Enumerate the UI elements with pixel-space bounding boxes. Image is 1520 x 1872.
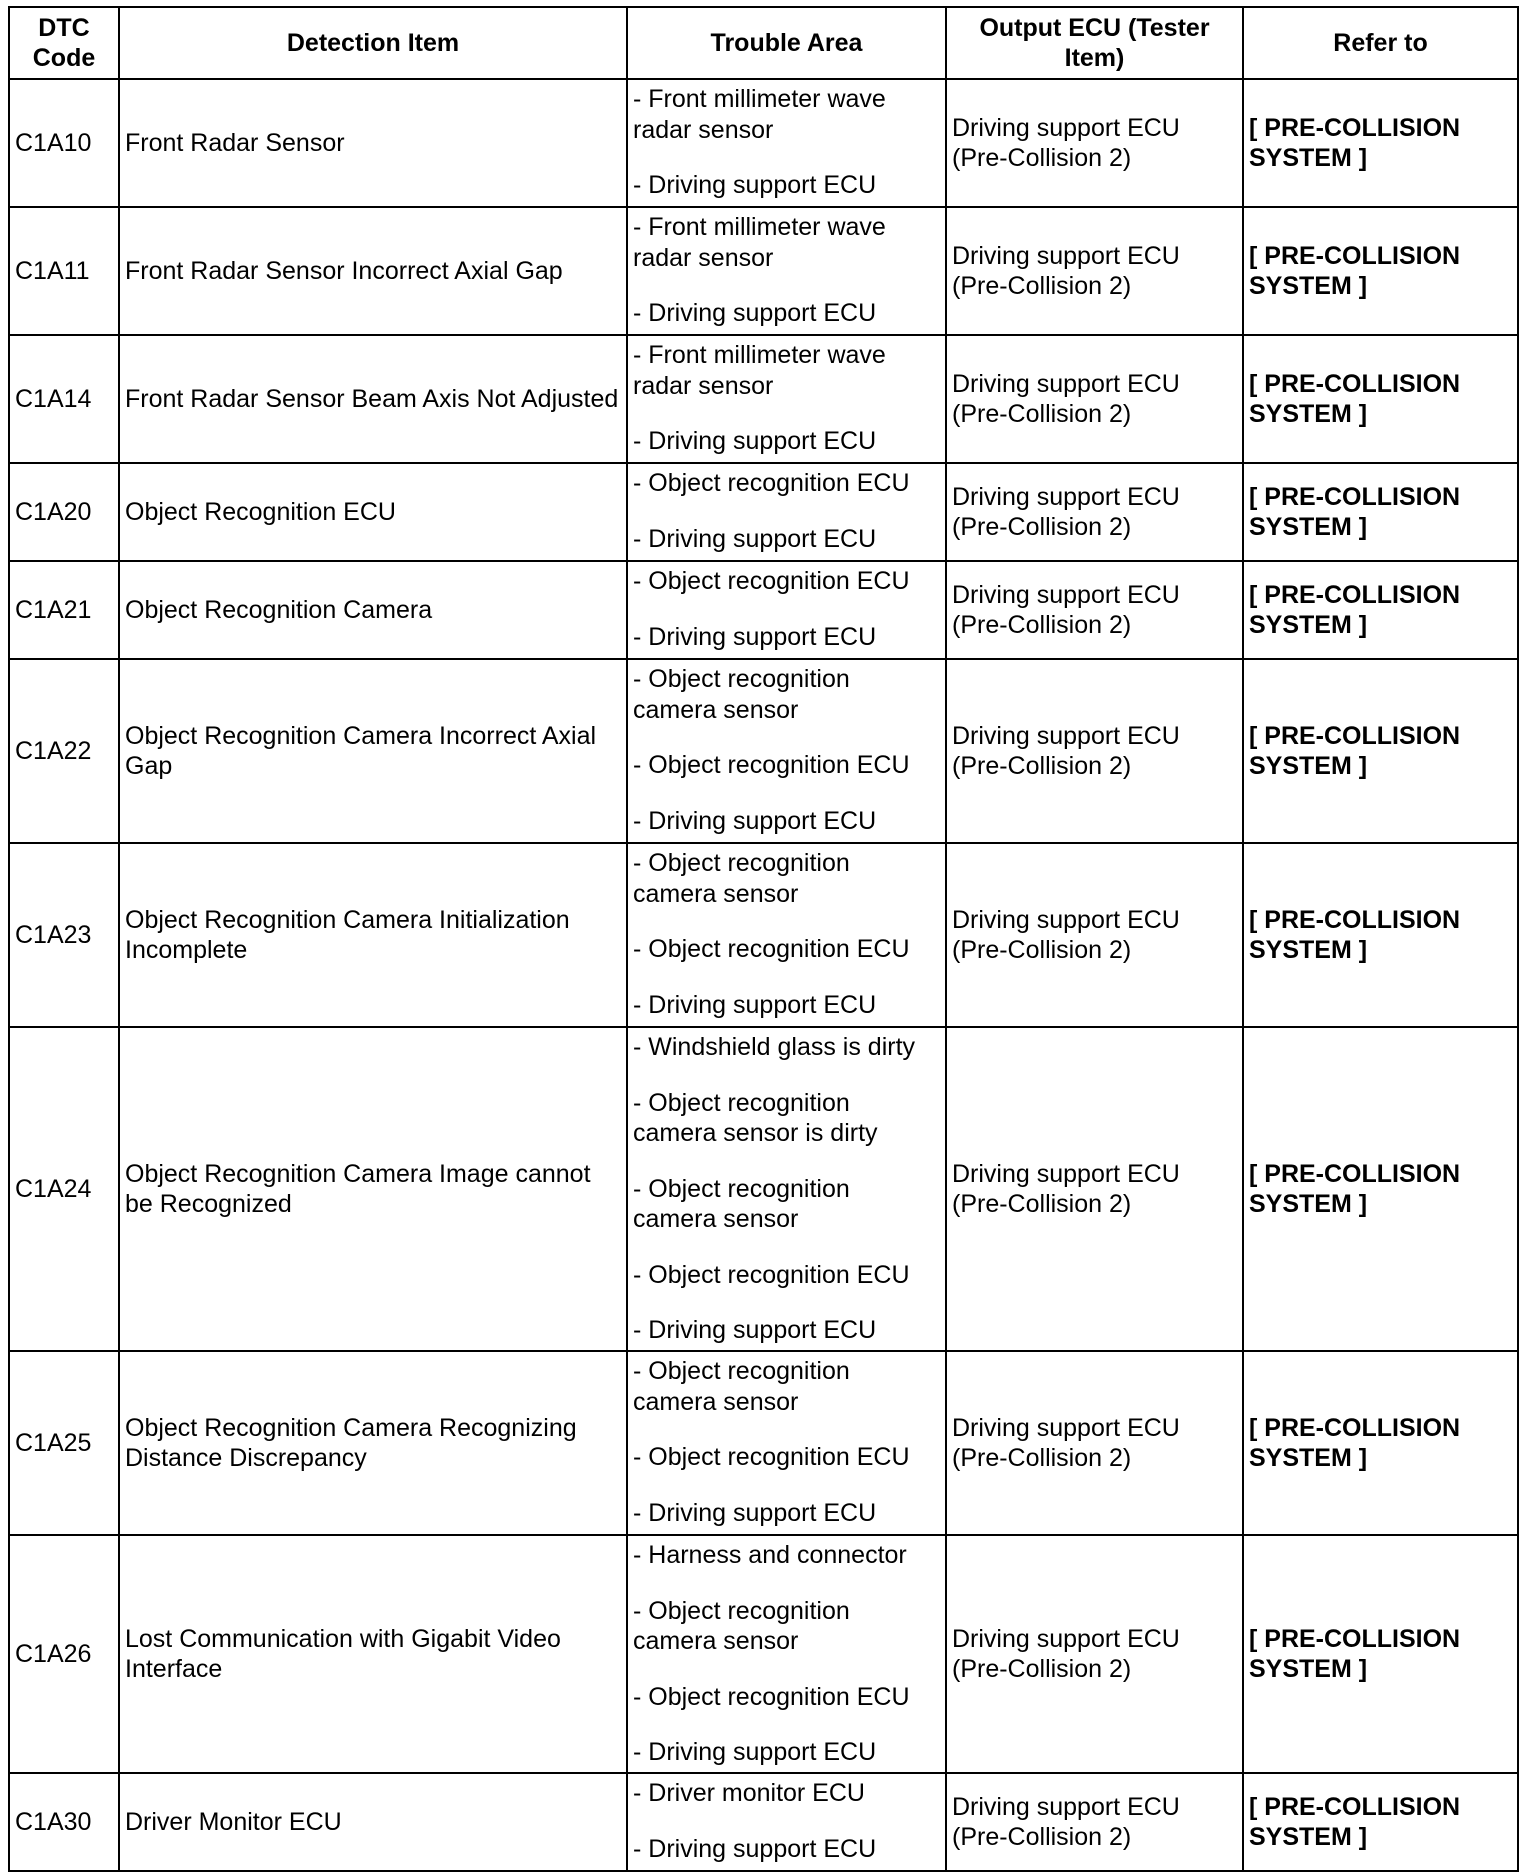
table-row [9, 79, 1518, 207]
refer-to-cell: [ PRE-COLLISION SYSTEM ] [1243, 335, 1518, 463]
header-refer-to: Refer to [1243, 7, 1518, 79]
output-ecu-cell: Driving support ECU (Pre-Collision 2) [946, 659, 1243, 843]
detection-item-cell: Driver Monitor ECU [119, 1773, 627, 1871]
table-row [9, 561, 1518, 659]
trouble-area-cell [627, 843, 946, 1027]
trouble-area-item: - Object recognition camera sensor [633, 665, 850, 724]
detection-item-cell: Object Recognition Camera Image cannot be Recognized [119, 1027, 627, 1351]
dtc-code-cell: C1A11 [9, 207, 119, 335]
trouble-area-cell [627, 1351, 946, 1535]
trouble-area-item: - Windshield glass is dirty [633, 1033, 916, 1061]
output-ecu-cell: Driving support ECU (Pre-Collision 2) [946, 1351, 1243, 1535]
refer-to-cell: [ PRE-COLLISION SYSTEM ] [1243, 1027, 1518, 1351]
trouble-area-item: - Driving support ECU [633, 171, 877, 199]
dtc-code-cell: C1A22 [9, 659, 119, 843]
detection-item-cell: Front Radar Sensor [119, 79, 627, 207]
detection-item-cell: Lost Communication with Gigabit Video Interface [119, 1535, 627, 1773]
table-row [9, 463, 1518, 561]
refer-to-cell: [ PRE-COLLISION SYSTEM ] [1243, 463, 1518, 561]
table-row [9, 1535, 1518, 1773]
trouble-area-item: - Object recognition ECU [633, 1260, 910, 1289]
refer-to-cell: [ PRE-COLLISION SYSTEM ] [1243, 207, 1518, 335]
table-body [9, 79, 1518, 1871]
dtc-code-cell: C1A21 [9, 561, 119, 659]
dtc-code-cell: C1A23 [9, 843, 119, 1027]
trouble-area-item: - Driver monitor ECU [633, 1779, 865, 1807]
trouble-area-item: - Front millimeter wave radar sensor [633, 85, 886, 144]
trouble-area-cell [627, 207, 946, 335]
trouble-area-item: - Driving support ECU [633, 1834, 877, 1863]
header-row [9, 7, 1518, 79]
output-ecu-cell: Driving support ECU (Pre-Collision 2) [946, 561, 1243, 659]
header-detection-item: Detection Item [119, 7, 627, 79]
detection-item-cell: Object Recognition Camera Initialization Incomplete [119, 843, 627, 1027]
trouble-area-item: - Front millimeter wave radar sensor [633, 341, 886, 400]
header-trouble-area: Trouble Area [627, 7, 946, 79]
table-row [9, 335, 1518, 463]
table-row [9, 1351, 1518, 1535]
trouble-area-item: - Object recognition camera sensor [633, 1357, 850, 1416]
refer-to-cell: [ PRE-COLLISION SYSTEM ] [1243, 659, 1518, 843]
trouble-area-item: - Object recognition camera sensor is dirty [633, 1088, 878, 1147]
output-ecu-cell: Driving support ECU (Pre-Collision 2) [946, 335, 1243, 463]
trouble-area-item: - Object recognition ECU [633, 1682, 910, 1711]
dtc-code-cell: C1A20 [9, 463, 119, 561]
trouble-area-cell [627, 1773, 946, 1871]
trouble-area-item: - Driving support ECU [633, 524, 877, 553]
refer-to-cell: [ PRE-COLLISION SYSTEM ] [1243, 843, 1518, 1027]
output-ecu-cell: Driving support ECU (Pre-Collision 2) [946, 463, 1243, 561]
output-ecu-cell: Driving support ECU (Pre-Collision 2) [946, 1535, 1243, 1773]
table-row [9, 1773, 1518, 1871]
trouble-area-item: - Object recognition camera sensor [633, 849, 850, 908]
table-row [9, 659, 1518, 843]
output-ecu-cell: Driving support ECU (Pre-Collision 2) [946, 1027, 1243, 1351]
trouble-area-item: - Driving support ECU [633, 427, 877, 455]
detection-item-cell: Front Radar Sensor Beam Axis Not Adjusted [119, 335, 627, 463]
trouble-area-item: - Driving support ECU [633, 1738, 877, 1766]
trouble-area-cell [627, 1535, 946, 1773]
trouble-area-item: - Driving support ECU [633, 622, 877, 651]
header-output-ecu: Output ECU (Tester Item) [946, 7, 1243, 79]
trouble-area-item: - Object recognition ECU [633, 1443, 910, 1471]
trouble-area-item: - Object recognition ECU [633, 469, 910, 497]
refer-to-cell: [ PRE-COLLISION SYSTEM ] [1243, 79, 1518, 207]
trouble-area-item: - Object recognition camera sensor [633, 1174, 850, 1233]
detection-item-cell: Front Radar Sensor Incorrect Axial Gap [119, 207, 627, 335]
trouble-area-cell [627, 1027, 946, 1351]
dtc-code-cell: C1A26 [9, 1535, 119, 1773]
output-ecu-cell: Driving support ECU (Pre-Collision 2) [946, 207, 1243, 335]
refer-to-cell: [ PRE-COLLISION SYSTEM ] [1243, 561, 1518, 659]
refer-to-cell: [ PRE-COLLISION SYSTEM ] [1243, 1351, 1518, 1535]
detection-item-cell: Object Recognition Camera Incorrect Axial Gap [119, 659, 627, 843]
trouble-area-cell [627, 463, 946, 561]
detection-item-cell: Object Recognition Camera Recognizing Distance Discrepancy [119, 1351, 627, 1535]
dtc-code-cell: C1A25 [9, 1351, 119, 1535]
dtc-code-cell: C1A14 [9, 335, 119, 463]
output-ecu-cell: Driving support ECU (Pre-Collision 2) [946, 79, 1243, 207]
trouble-area-cell [627, 335, 946, 463]
dtc-code-cell: C1A10 [9, 79, 119, 207]
output-ecu-cell: Driving support ECU (Pre-Collision 2) [946, 843, 1243, 1027]
trouble-area-item: - Object recognition ECU [633, 935, 910, 963]
dtc-code-cell: C1A24 [9, 1027, 119, 1351]
trouble-area-item: - Object recognition ECU [633, 751, 910, 779]
refer-to-cell: [ PRE-COLLISION SYSTEM ] [1243, 1773, 1518, 1871]
trouble-area-item: - Driving support ECU [633, 1316, 877, 1344]
trouble-area-cell [627, 659, 946, 843]
detection-item-cell: Object Recognition ECU [119, 463, 627, 561]
trouble-area-item: - Driving support ECU [633, 990, 877, 1019]
trouble-area-cell [627, 561, 946, 659]
trouble-area-item: - Driving support ECU [633, 1498, 877, 1527]
trouble-area-item: - Harness and connector [633, 1541, 907, 1569]
table-row [9, 843, 1518, 1027]
table-row [9, 1027, 1518, 1351]
detection-item-cell: Object Recognition Camera [119, 561, 627, 659]
output-ecu-cell: Driving support ECU (Pre-Collision 2) [946, 1773, 1243, 1871]
refer-to-cell: [ PRE-COLLISION SYSTEM ] [1243, 1535, 1518, 1773]
header-dtc-code: DTC Code [9, 7, 119, 79]
trouble-area-item: - Driving support ECU [633, 806, 877, 835]
trouble-area-item: - Object recognition camera sensor [633, 1596, 850, 1655]
dtc-table [8, 6, 1519, 1872]
table-row [9, 207, 1518, 335]
trouble-area-item: - Front millimeter wave radar sensor [633, 213, 886, 272]
trouble-area-cell [627, 79, 946, 207]
trouble-area-item: - Driving support ECU [633, 299, 877, 327]
dtc-code-cell: C1A30 [9, 1773, 119, 1871]
trouble-area-item: - Object recognition ECU [633, 567, 910, 595]
